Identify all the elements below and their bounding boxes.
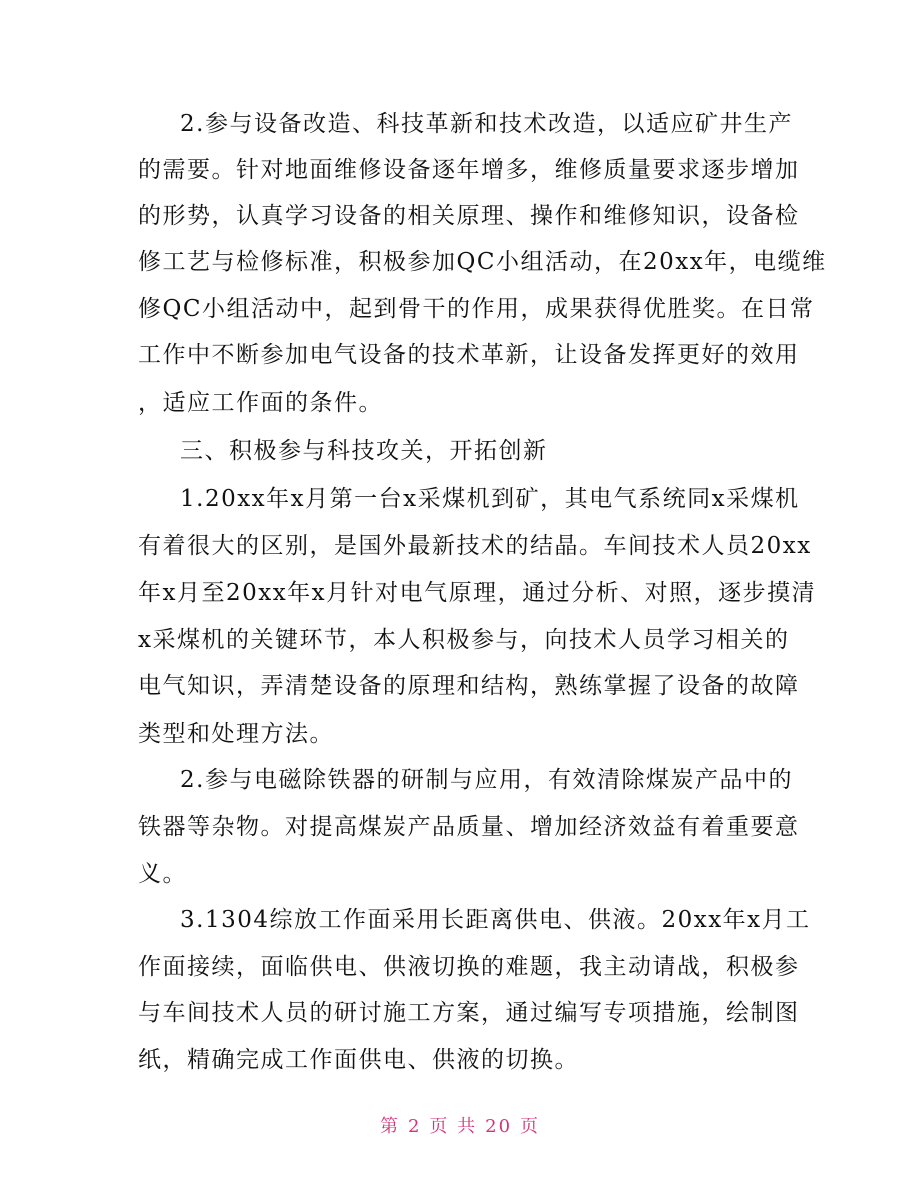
paragraph-line: 铁器等杂物。对提高煤炭产品质量、增加经济效益有着重要意 [138, 814, 800, 840]
paragraph-line: 与车间技术人员的研讨施工方案，通过编写专项措施，绘制图 [138, 1000, 800, 1026]
paragraph-line: 3.1304综放工作面采用长距离供电、供液。20xx年x月工 [180, 907, 811, 933]
paragraph-line: 的形势，认真学习设备的相关原理、操作和维修知识，设备检 [138, 203, 800, 229]
paragraph-line: ，适应工作面的条件。 [138, 390, 383, 416]
paragraph-line: 义。 [138, 861, 187, 887]
paragraph-line: 纸，精确完成工作面供电、供液的切换。 [138, 1047, 579, 1073]
paragraph-line: 2.参与电磁除铁器的研制与应用，有效清除煤炭产品中的 [180, 767, 793, 793]
section-heading: 三、积极参与科技攻关，开拓创新 [180, 438, 548, 464]
paragraph-line: 修QC小组活动中，起到骨干的作用，成果获得优胜奖。在日常 [138, 296, 815, 322]
paragraph-line: 作面接续，面临供电、供液切换的难题，我主动请战，积极参 [138, 954, 800, 980]
paragraph-line: 修工艺与检修标准，积极参加QC小组活动，在20xx年，电缆维 [138, 249, 827, 275]
footer-page-number: 2 [407, 1116, 422, 1137]
paragraph-line: 有着很大的区别，是国外最新技术的结晶。车间技术人员20xx [138, 533, 812, 559]
paragraph-line: 电气知识，弄清楚设备的原理和结构，熟练掌握了设备的故障 [138, 673, 800, 699]
paragraph-line: x采煤机的关键环节，本人积极参与，向技术人员学习相关的 [138, 627, 790, 653]
footer-prefix: 第 [379, 1116, 400, 1137]
paragraph-line: 类型和处理方法。 [138, 721, 334, 747]
page-footer [0, 1112, 920, 1138]
paragraph-line: 年x月至20xx年x月针对电气原理，通过分析、对照，逐步摸清 [138, 580, 817, 606]
paragraph-line: 的需要。针对地面维修设备逐年增多，维修质量要求逐步增加 [138, 157, 800, 183]
footer-total-pages: 20 [485, 1116, 513, 1137]
footer-middle: 页 共 [429, 1116, 478, 1137]
paragraph-line: 2.参与设备改造、科技革新和技术改造，以适应矿井生产 [180, 111, 793, 137]
paragraph-line: 工作中不断参加电气设备的技术革新，让设备发挥更好的效用 [138, 342, 800, 368]
footer-suffix: 页 [520, 1116, 541, 1137]
paragraph-line: 1.20xx年x月第一台x采煤机到矿，其电气系统同x采煤机 [180, 486, 800, 512]
